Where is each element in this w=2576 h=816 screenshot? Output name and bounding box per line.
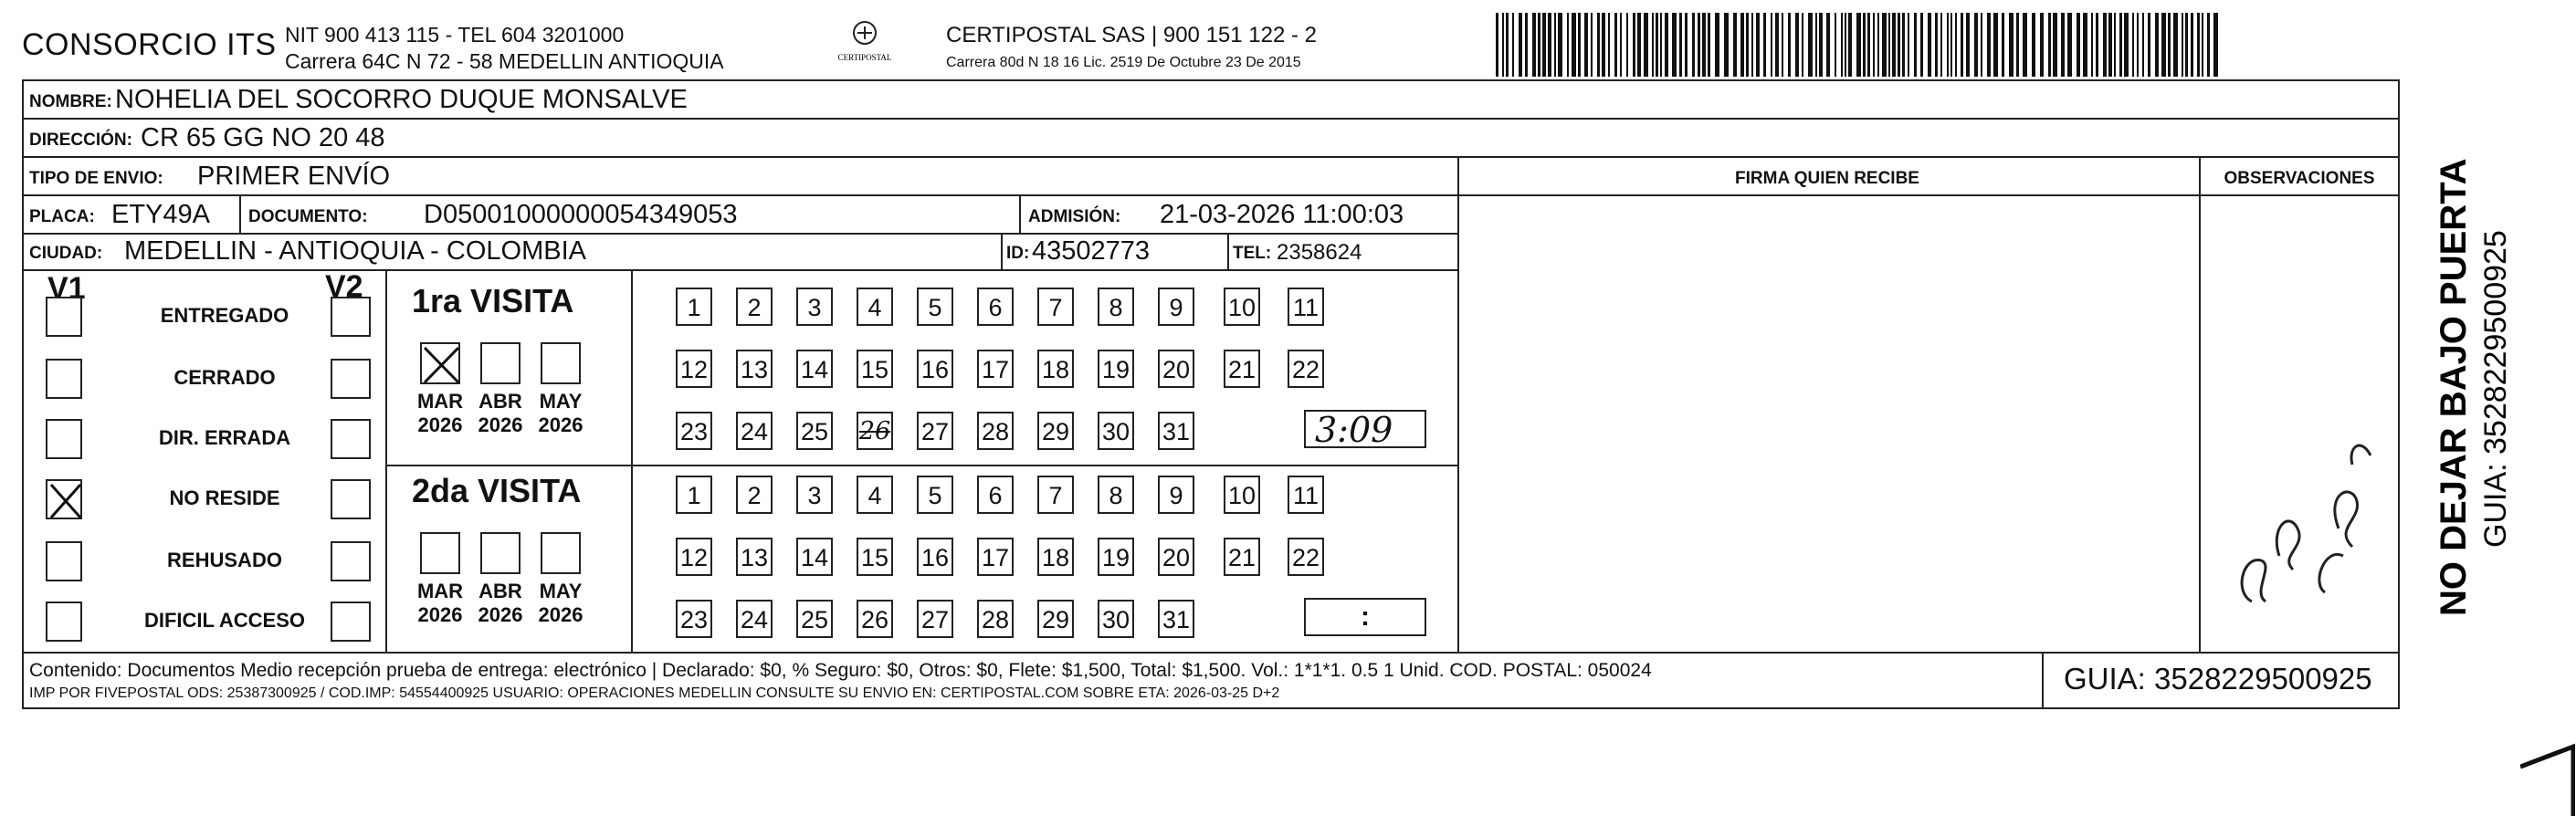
company-info: [285, 22, 724, 75]
v2-checkbox[interactable]: [331, 419, 371, 459]
day-box[interactable]: 6: [977, 476, 1014, 514]
tel-label: TEL:: [1233, 244, 1272, 263]
day-box[interactable]: 10: [1224, 288, 1260, 326]
footer-contenido: Contenido: Documentos Medio recepción prueba de entrega: electrónico | Declarado: $0, % Seguro: $0, Otros: $0, Flete: $1,500, Total: $1,500. Vol.: 1*1*1. 0.5 1 Unid. COD. POSTAL: 050024: [29, 660, 1652, 681]
barcode-icon: [1496, 13, 2222, 77]
day-box[interactable]: 17: [977, 538, 1014, 576]
day-box[interactable]: 9: [1158, 288, 1194, 326]
admision-label: ADMISIÓN:: [1028, 207, 1121, 226]
day-box[interactable]: 25: [796, 412, 833, 450]
status-label: CERRADO: [173, 366, 276, 389]
no-dejar-bajo-puerta: NO DEJAR BAJO PUERTA: [2434, 158, 2474, 616]
day-box[interactable]: 11: [1288, 476, 1324, 514]
visit2-time-box[interactable]: [1304, 598, 1426, 636]
month-label: MAY: [539, 580, 583, 602]
month-checkbox[interactable]: [420, 532, 460, 574]
day-box[interactable]: 5: [917, 476, 953, 514]
side-labels: [2411, 110, 2576, 621]
ciudad-value: MEDELLIN - ANTIOQUIA - COLOMBIA: [124, 236, 586, 266]
day-box[interactable]: 8: [1098, 288, 1134, 326]
day-box[interactable]: 21: [1224, 350, 1260, 388]
firma-label: FIRMA QUIEN RECIBE: [1735, 169, 1919, 188]
v1-checkbox[interactable]: [46, 602, 82, 642]
status-label: NO RESIDE: [169, 486, 280, 509]
day-box[interactable]: 20: [1158, 350, 1194, 388]
v1-checkbox[interactable]: [46, 479, 82, 519]
day-box[interactable]: 20: [1158, 538, 1194, 576]
month-label: MAR: [416, 390, 464, 413]
id-label: ID:: [1006, 244, 1030, 263]
day-box[interactable]: 9: [1158, 476, 1194, 514]
month-checkbox[interactable]: [420, 342, 460, 384]
day-box[interactable]: 24: [736, 600, 773, 638]
day-box[interactable]: 21: [1224, 538, 1260, 576]
day-box[interactable]: 14: [796, 350, 833, 388]
day-box[interactable]: 18: [1037, 538, 1074, 576]
ciudad-label: CIUDAD:: [29, 244, 103, 263]
month-checkbox[interactable]: [480, 532, 520, 574]
day-box[interactable]: 5: [917, 288, 953, 326]
day-box[interactable]: 18: [1037, 350, 1074, 388]
placa-label: PLACA:: [29, 207, 95, 226]
day-box[interactable]: 31: [1158, 412, 1194, 450]
day-box[interactable]: 22: [1288, 538, 1324, 576]
direccion-label: DIRECCIÓN:: [29, 131, 132, 150]
v1-label: V1: [47, 271, 86, 306]
company-nit: NIT 900 413 115 - TEL 604 3201000: [285, 23, 625, 47]
documento-value: D05001000000054349053: [424, 200, 738, 229]
day-box[interactable]: 14: [796, 538, 833, 576]
day-box[interactable]: 15: [857, 538, 893, 576]
v1-checkbox[interactable]: [46, 419, 82, 459]
courier-info: [946, 22, 1317, 77]
nombre-label: NOMBRE:: [29, 92, 112, 111]
month-label: ABR: [478, 580, 522, 602]
company-address: Carrera 64C N 72 - 58 MEDELLIN ANTIOQUIA: [285, 49, 724, 73]
day-box[interactable]: 16: [917, 350, 953, 388]
admision-value: 21-03-2026 11:00:03: [1160, 200, 1404, 229]
day-box[interactable]: 4: [857, 476, 893, 514]
day-box[interactable]: 23: [676, 600, 712, 638]
day-box[interactable]: 25: [796, 600, 833, 638]
day-box[interactable]: 26: [857, 600, 893, 638]
v1-checkbox[interactable]: [46, 359, 82, 399]
company-name: CONSORCIO ITS: [22, 27, 277, 62]
day-box[interactable]: 29: [1037, 600, 1074, 638]
day-box[interactable]: 3: [796, 288, 833, 326]
day-box[interactable]: 7: [1037, 476, 1074, 514]
day-box[interactable]: 27: [917, 600, 953, 638]
month-checkbox[interactable]: [541, 342, 581, 384]
day-box[interactable]: 29: [1037, 412, 1074, 450]
day-box[interactable]: 2: [736, 288, 773, 326]
documento-label: DOCUMENTO:: [248, 207, 368, 226]
svg-text:CERTIPOSTAL: CERTIPOSTAL: [837, 53, 892, 62]
day-box[interactable]: 8: [1098, 476, 1134, 514]
day-box[interactable]: 6: [977, 288, 1014, 326]
day-box[interactable]: 15: [857, 350, 893, 388]
month-label: MAY: [539, 390, 583, 413]
day-box[interactable]: 24: [736, 412, 773, 450]
tipo-envio-value: PRIMER ENVÍO: [197, 162, 391, 191]
visit2-time-placeholder: :: [1361, 602, 1370, 632]
year-label: 2026: [417, 413, 463, 436]
status-label: DIFICIL ACCESO: [143, 609, 305, 632]
handwritten-signature: [2224, 373, 2389, 647]
day-box[interactable]: 13: [736, 350, 773, 388]
year-label: 2026: [417, 603, 463, 626]
day-box[interactable]: 11: [1288, 288, 1324, 326]
day-box[interactable]: 4: [857, 288, 893, 326]
day-box[interactable]: 7: [1037, 288, 1074, 326]
day-box[interactable]: 12: [676, 350, 712, 388]
delivery-form: [22, 79, 2400, 709]
v2-checkbox[interactable]: [331, 602, 371, 642]
year-label: 2026: [478, 603, 523, 626]
day-box[interactable]: 19: [1098, 350, 1134, 388]
year-label: 2026: [538, 413, 584, 436]
day-box[interactable]: 2: [736, 476, 773, 514]
day-box[interactable]: 1: [676, 476, 712, 514]
status-label: DIR. ERRADA: [158, 426, 291, 449]
day-box[interactable]: 13: [736, 538, 773, 576]
footer-guia: GUIA: 3528229500925: [2064, 662, 2372, 696]
day-box[interactable]: 3: [796, 476, 833, 514]
status-label: ENTREGADO: [160, 304, 289, 327]
tipo-envio-label: TIPO DE ENVIO:: [29, 169, 163, 188]
recipient-name: NOHELIA DEL SOCORRO DUQUE MONSALVE: [115, 85, 688, 114]
v1-checkbox[interactable]: [46, 541, 82, 581]
v2-checkbox[interactable]: [331, 479, 371, 519]
tel-value: 2358624: [1277, 240, 1362, 265]
v2-checkbox[interactable]: [331, 297, 371, 337]
day-box[interactable]: 30: [1098, 412, 1134, 450]
month-checkbox[interactable]: [480, 342, 520, 384]
day-box[interactable]: 30: [1098, 600, 1134, 638]
corner-mark: [2520, 730, 2575, 816]
visit1-handwritten-time: 3:09: [1315, 410, 1393, 450]
status-label: REHUSADO: [167, 549, 282, 571]
side-guia: GUIA: 3528229500925: [2478, 230, 2513, 548]
day-box[interactable]: 16: [917, 538, 953, 576]
month-label: ABR: [478, 390, 522, 413]
courier-license: Carrera 80d N 18 16 Lic. 2519 De Octubre 23 De 2015: [946, 55, 1301, 70]
certipostal-logo: [829, 18, 900, 68]
placa-value: ETY49A: [111, 200, 210, 229]
courier-name: CERTIPOSTAL SAS | 900 151 122 - 2: [946, 23, 1317, 47]
year-label: 2026: [538, 603, 584, 626]
footer-imp: IMP POR FIVEPOSTAL ODS: 25387300925 / COD.IMP: 54554400925 USUARIO: OPERACIONES MEDELLIN CONSULTE SU ENVIO EN: CERTIPOSTAL.COM SOBRE ETA: 2026-03-25 D+2: [29, 685, 1280, 701]
day-box[interactable]: 28: [977, 412, 1014, 450]
v2-checkbox[interactable]: [331, 359, 371, 399]
visit1-time-box[interactable]: [1304, 410, 1426, 448]
recipient-address: CR 65 GG NO 20 48: [141, 123, 385, 152]
observaciones-label: OBSERVACIONES: [2224, 169, 2375, 188]
day-box[interactable]: 28: [977, 600, 1014, 638]
visit1-title: 1ra VISITA: [412, 282, 574, 319]
year-label: 2026: [478, 413, 523, 436]
id-value: 43502773: [1032, 236, 1151, 266]
month-label: MAR: [416, 580, 464, 602]
day-box[interactable]: 12: [676, 538, 712, 576]
day-box[interactable]: 10: [1224, 476, 1260, 514]
day-box[interactable]: 23: [676, 412, 712, 450]
v1-checkbox[interactable]: [46, 297, 82, 337]
visit2-title: 2da VISITA: [412, 472, 582, 509]
day-box[interactable]: 26: [857, 412, 893, 450]
day-box[interactable]: 17: [977, 350, 1014, 388]
v2-checkbox[interactable]: [331, 541, 371, 581]
day-box[interactable]: 1: [676, 288, 712, 326]
v2-label: V2: [325, 269, 363, 304]
day-box[interactable]: 22: [1288, 350, 1324, 388]
day-box[interactable]: 19: [1098, 538, 1134, 576]
month-checkbox[interactable]: [541, 532, 581, 574]
day-box[interactable]: 31: [1158, 600, 1194, 638]
day-box[interactable]: 27: [917, 412, 953, 450]
